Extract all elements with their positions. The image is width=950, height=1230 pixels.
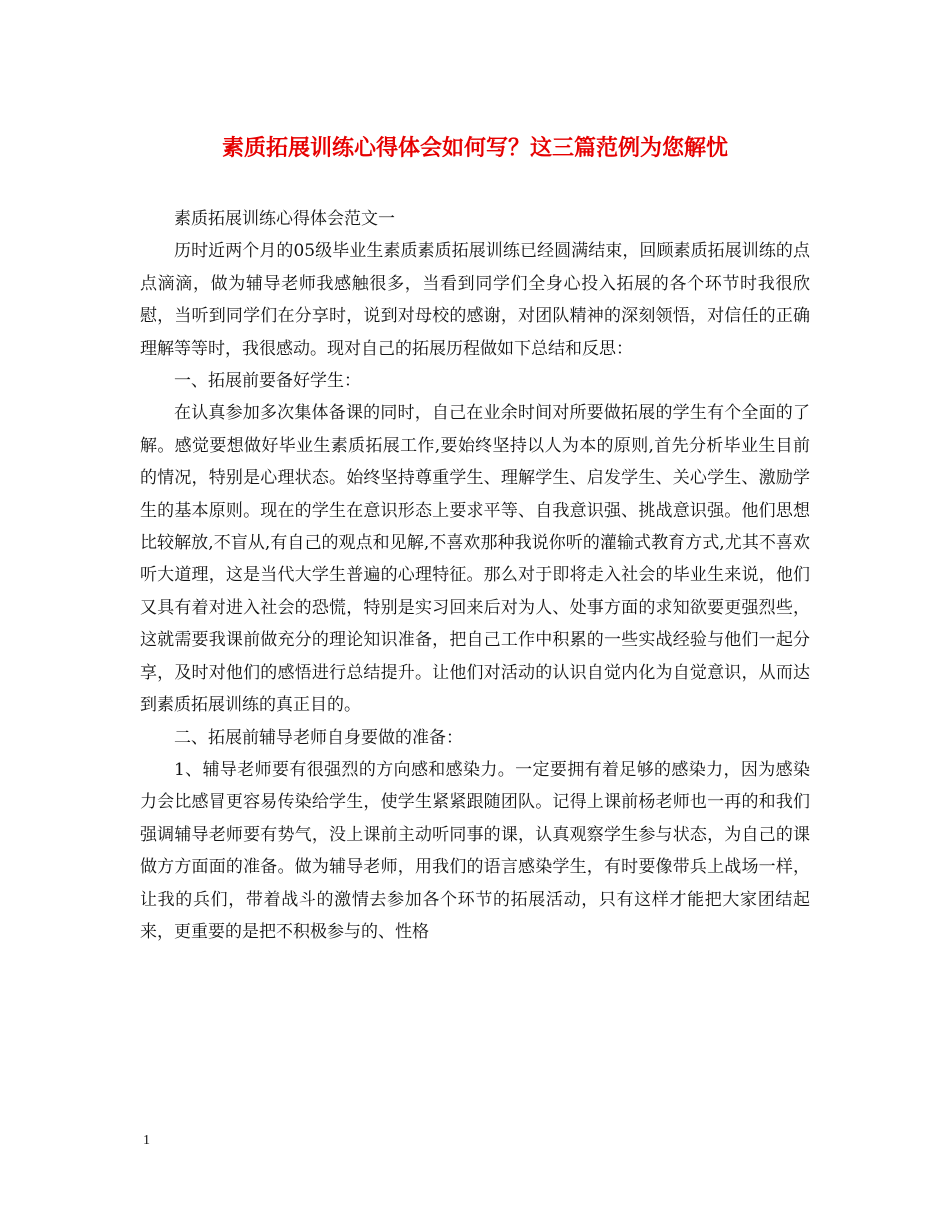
document-body: [140, 203, 810, 948]
section-heading-essay-one: 素质拓展训练心得体会范文一: [174, 209, 395, 229]
paragraph-intro: 历时近两个月的05级毕业生素质素质拓展训练已经圆满结束，回顾素质拓展训练的点点滴滴，做为辅导老师我感触很多，当看到同学们全身心投入拓展的各个环节时我很欣慰，当听到同学们在分享时，说到对母校的感谢，对团队精神的深刻领悟，对信任的正确理解等等时，我很感动。现对自己的拓展历程做如下总结和反思：: [140, 241, 810, 359]
page-number: 1: [143, 1133, 150, 1148]
paragraph-tutor-preparation: 1、辅导老师要有很强烈的方向感和感染力。一定要拥有着足够的感染力，因为感染力会比感冒更容易传染给学生，使学生紧紧跟随团队。记得上课前杨老师也一再的和我们强调辅导老师要有势气，没上课前主动听同事的课，认真观察学生参与状态，为自己的课做方方面面的准备。做为辅导老师，用我们的语言感染学生，有时要像带兵上战场一样，让我的兵们，带着战斗的激情去参加各个环节的拓展活动，只有这样才能把大家团结起来，更重要的是把不积极参与的、性格: [140, 759, 810, 942]
document-title: 素质拓展训练心得体会如何写？这三篇范例为您解忧: [221, 135, 728, 161]
section-heading-1: 一、拓展前要备好学生：: [174, 371, 361, 392]
paragraph-prepare-students: 在认真参加多次集体备课的同时，自己在业余时间对所要做拓展的学生有个全面的了解。感觉要想做好毕业生素质拓展工作,要始终坚持以人为本的原则,首先分析毕业生目前的情况，特别是心理状态。始终坚持尊重学生、理解学生、启发学生、关心学生、激励学生的基本原则。现在的学生在意识形态上要求平等、自我意识强、挑战意识强。他们思想比较解放,不盲从,有自己的观点和见解,不喜欢那种我说你听的灌输式教育方式,尤其不喜欢听大道理，这是当代大学生普遍的心理特征。那么对于即将走入社会的毕业生来说，他们又具有着对进入社会的恐慌，特别是实习回来后对为人、处事方面的求知欲要更强烈些，这就需要我课前做充分的理论知识准备，把自己工作中积累的一些实战经验与他们一起分享，及时对他们的感悟进行总结提升。让他们对活动的认识自觉内化为自觉意识，从而达到素质拓展训练的真正目的。: [140, 403, 810, 716]
section-heading-2: 二、拓展前辅导老师自身要做的准备：: [174, 727, 463, 748]
